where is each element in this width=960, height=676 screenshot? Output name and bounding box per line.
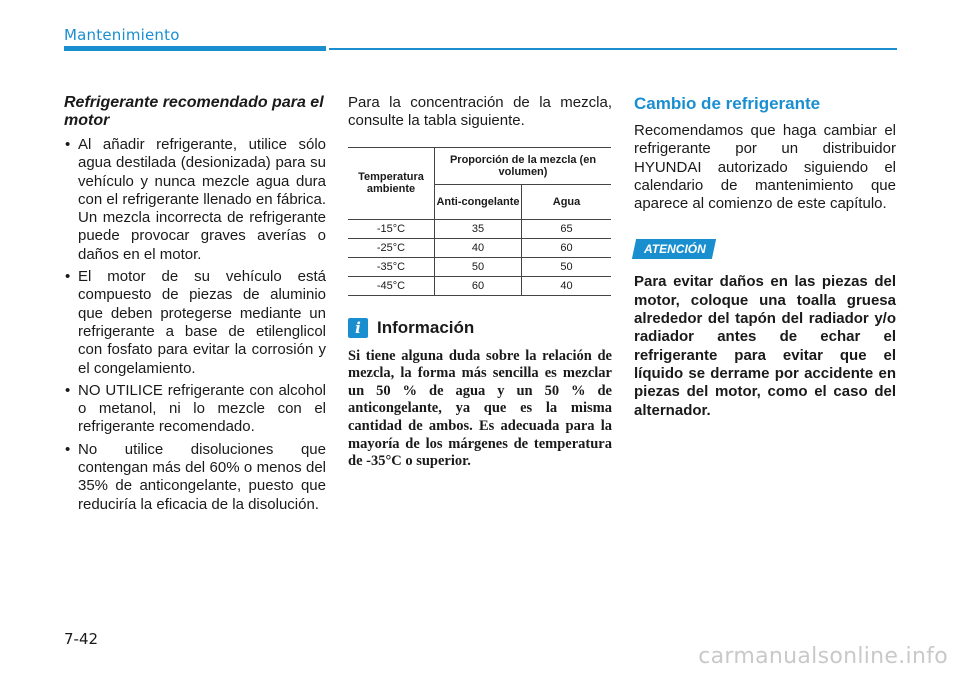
table-row	[348, 257, 611, 276]
section-title-change: Cambio de refrigerante	[634, 94, 821, 113]
table-cell-temp: -15°C	[348, 219, 435, 238]
table-cell-anti: 50	[435, 257, 522, 276]
table-cell-anti: 35	[435, 219, 522, 238]
list-item: • No utilice disoluciones que contengan más del 60% o menos del 35% de anticongelante, puesto que reduciría la eficacia de la disolución.	[64, 441, 326, 514]
table-cell-temp: -45°C	[348, 276, 435, 295]
column-3	[634, 94, 896, 420]
column-1	[64, 94, 326, 518]
table-row	[348, 238, 611, 257]
watermark: carmanualsonline.info	[698, 644, 948, 669]
table-intro: Para la concentración de la mezcla, consulte la tabla siguiente.	[348, 94, 612, 130]
mixture-table	[348, 147, 611, 296]
bullet-list	[64, 136, 326, 514]
table-cell-anti: 40	[435, 238, 522, 257]
info-text: Si tiene alguna duda sobre la relación de mezcla, la forma más sencilla es mezclar un 50 % de agua y un 50 % de anticongelante, ya que es la misma cantidad de ambos. Es adecuada para la mayoría de los márgenes de temperatura de -35°C o superior.	[348, 347, 612, 470]
table-cell-water: 50	[522, 257, 612, 276]
table-row	[348, 276, 611, 295]
table-header-anti: Anti-congelante	[435, 184, 522, 219]
table-header-temp: Temperatura ambiente	[348, 147, 435, 219]
table-cell-water: 60	[522, 238, 612, 257]
list-item: • Al añadir refrigerante, utilice sólo agua destilada (desionizada) para su vehículo y nunca mezcle agua dura con el refrigerante llenado en fábrica. Un mezcla incorrecta de refrigerante puede provocar graves averías o daños en el motor.	[64, 136, 326, 264]
warning-text: Para evitar daños en las piezas del motor, coloque una toalla gruesa alrededor del tapón del radiador y/o radiador antes de echar el refrigerante para evitar que el líquido se derrame por accidente en piezas del motor, como el caso del alternador.	[634, 273, 896, 419]
table-header-ratio: Proporción de la mezcla (en volumen)	[435, 147, 612, 184]
change-text: Recomendamos que haga cambiar el refrigerante por un distribuidor HYUNDAI autorizado siguiendo el calendario de mantenimiento que aparece al comienzo de este capítulo.	[634, 122, 896, 213]
info-title: Información	[377, 317, 475, 337]
table-cell-water: 65	[522, 219, 612, 238]
table-header-water: Agua	[522, 184, 612, 219]
info-icon: i	[348, 318, 368, 338]
list-item: • El motor de su vehículo está compuesto de piezas de aluminio que deben protegerse mediante un refrigerante a base de etilenglicol con fosfato para evitar la corrosión y el congelamiento.	[64, 268, 326, 378]
header-rule-thin	[329, 48, 897, 50]
table-cell-temp: -25°C	[348, 238, 435, 257]
table-cell-water: 40	[522, 276, 612, 295]
page-number: 7-42	[64, 630, 99, 648]
info-header	[348, 318, 612, 338]
table-cell-temp: -35°C	[348, 257, 435, 276]
section-title-coolant: Refrigerante recomendado para el motor	[64, 94, 324, 129]
attention-label: ATENCIÓN	[644, 242, 706, 257]
table-cell-anti: 60	[435, 276, 522, 295]
header-section-title: Mantenimiento	[64, 26, 180, 44]
attention-badge	[632, 239, 716, 259]
header-rule-thick	[64, 46, 326, 51]
column-2	[348, 94, 612, 471]
table-row	[348, 219, 611, 238]
list-item: • NO UTILICE refrigerante con alcohol o metanol, ni lo mezcle con el refrigerante recomendado.	[64, 382, 326, 437]
